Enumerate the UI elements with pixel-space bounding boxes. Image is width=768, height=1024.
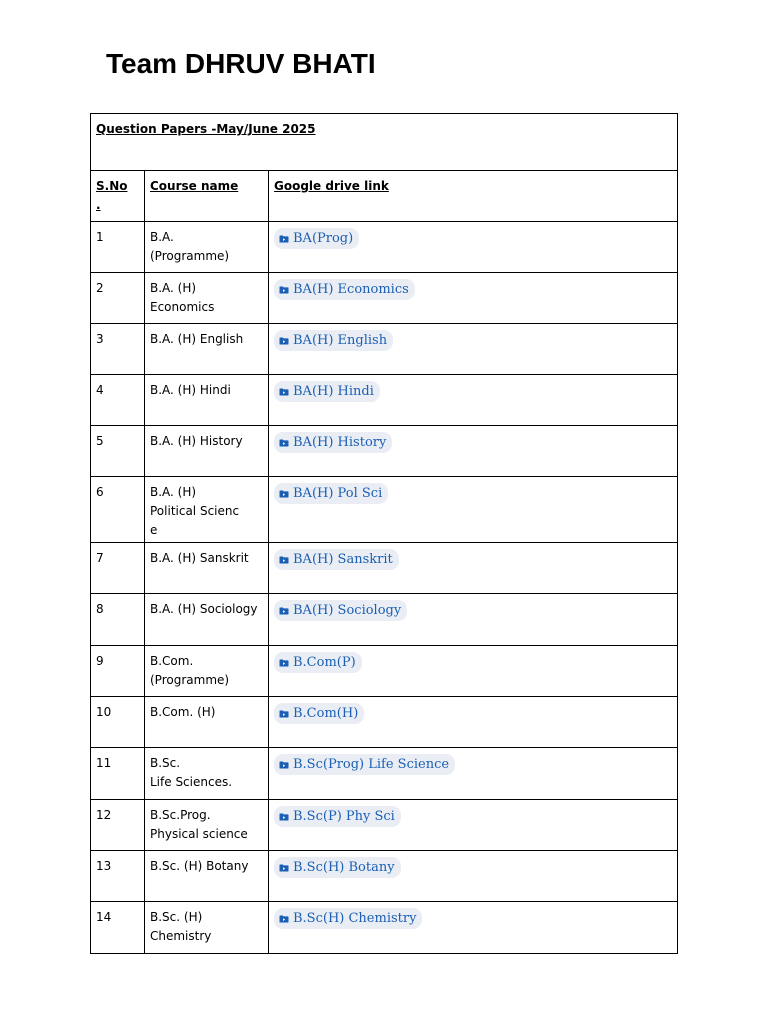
link-cell <box>269 646 678 697</box>
sno-value: 7 <box>96 551 104 565</box>
link-cell <box>269 222 678 273</box>
course-name: B.A. (H) Sanskrit <box>150 551 249 565</box>
table-row <box>91 477 678 543</box>
sno-cell <box>91 902 145 954</box>
google-drive-folder-icon <box>279 286 289 294</box>
course-cell <box>145 697 269 748</box>
link-cell <box>269 800 678 851</box>
table-row <box>91 324 678 375</box>
drive-link-label[interactable]: BA(Prog) <box>293 231 354 246</box>
drive-link-chip[interactable] <box>274 703 364 724</box>
drive-link-chip[interactable] <box>274 600 407 621</box>
google-drive-folder-icon <box>279 761 289 769</box>
drive-link-label[interactable]: B.Sc(H) Botany <box>293 860 395 875</box>
header-link <box>269 171 678 222</box>
link-cell <box>269 273 678 324</box>
header-course-label: Course name <box>150 179 239 193</box>
google-drive-folder-icon <box>279 490 289 498</box>
sno-cell <box>91 273 145 324</box>
sno-cell <box>91 594 145 646</box>
course-cell <box>145 594 269 646</box>
drive-link-label[interactable]: B.Com(P) <box>293 655 356 670</box>
table-row <box>91 800 678 851</box>
course-name: B.A. (Programme) <box>150 230 230 263</box>
header-sno-label: S.No . <box>96 179 128 212</box>
header-sno <box>91 171 145 222</box>
course-name: B.A. (H) Economics <box>150 281 215 314</box>
google-drive-folder-icon <box>279 710 289 718</box>
course-name: B.A. (H) Political Scienc e <box>150 485 240 537</box>
question-papers-table <box>90 113 678 954</box>
drive-link-chip[interactable] <box>274 330 393 351</box>
course-name: B.Sc.Prog. Physical science <box>150 808 248 841</box>
drive-link-chip[interactable] <box>274 381 380 402</box>
course-name: B.Sc. (H) Botany <box>150 859 249 873</box>
drive-link-chip[interactable] <box>274 806 401 827</box>
drive-link-chip[interactable] <box>274 857 401 878</box>
sno-cell <box>91 477 145 543</box>
drive-link-chip[interactable] <box>274 432 392 453</box>
sno-value: 3 <box>96 332 104 346</box>
sno-cell <box>91 748 145 800</box>
sno-value: 13 <box>96 859 112 873</box>
table-row <box>91 222 678 273</box>
sno-value: 4 <box>96 383 104 397</box>
drive-link-label[interactable]: B.Sc(P) Phy Sci <box>293 809 395 824</box>
course-name: B.Com. (Programme) <box>150 654 230 687</box>
sno-cell <box>91 426 145 477</box>
sno-value: 14 <box>96 910 112 924</box>
table-row <box>91 426 678 477</box>
sno-value: 12 <box>96 808 112 822</box>
course-name: B.A. (H) Hindi <box>150 383 231 397</box>
link-cell <box>269 748 678 800</box>
drive-link-label[interactable]: BA(H) Pol Sci <box>293 486 383 501</box>
table-row <box>91 851 678 902</box>
google-drive-folder-icon <box>279 556 289 564</box>
sno-value: 2 <box>96 281 104 295</box>
link-cell <box>269 851 678 902</box>
course-cell <box>145 748 269 800</box>
drive-link-label[interactable]: BA(H) English <box>293 333 388 348</box>
sno-cell <box>91 697 145 748</box>
drive-link-label[interactable]: B.Sc(H) Chemistry <box>293 911 417 926</box>
sno-value: 9 <box>96 654 104 668</box>
link-cell <box>269 477 678 543</box>
drive-link-label[interactable]: B.Com(H) <box>293 706 359 721</box>
table-row <box>91 697 678 748</box>
google-drive-folder-icon <box>279 235 289 243</box>
course-cell <box>145 222 269 273</box>
table-row <box>91 543 678 594</box>
page-title: Team DHRUV BHATI <box>106 48 376 79</box>
table-header-row <box>91 171 678 222</box>
table-row <box>91 902 678 954</box>
course-cell <box>145 800 269 851</box>
course-cell <box>145 902 269 954</box>
link-cell <box>269 324 678 375</box>
table-row <box>91 748 678 800</box>
table-row <box>91 646 678 697</box>
drive-link-chip[interactable] <box>274 279 415 300</box>
sno-cell <box>91 222 145 273</box>
sno-value: 1 <box>96 230 104 244</box>
drive-link-label[interactable]: BA(H) Economics <box>293 282 409 297</box>
sno-cell <box>91 324 145 375</box>
course-cell <box>145 273 269 324</box>
google-drive-folder-icon <box>279 915 289 923</box>
link-cell <box>269 426 678 477</box>
drive-link-chip[interactable] <box>274 754 455 775</box>
sno-cell <box>91 851 145 902</box>
table-heading: Question Papers -May/June 2025 <box>96 122 316 136</box>
drive-link-chip[interactable] <box>274 652 362 673</box>
course-cell <box>145 543 269 594</box>
drive-link-label[interactable]: BA(H) Sanskrit <box>293 552 393 567</box>
sno-value: 11 <box>96 756 112 770</box>
course-cell <box>145 646 269 697</box>
sno-value: 10 <box>96 705 112 719</box>
drive-link-chip[interactable] <box>274 908 422 929</box>
sno-cell <box>91 800 145 851</box>
table-row <box>91 273 678 324</box>
drive-link-chip[interactable] <box>274 483 388 504</box>
sno-value: 6 <box>96 485 104 499</box>
table-heading-row <box>91 114 678 171</box>
drive-link-chip[interactable] <box>274 549 399 570</box>
link-cell <box>269 543 678 594</box>
google-drive-folder-icon <box>279 659 289 667</box>
course-cell <box>145 851 269 902</box>
sno-cell <box>91 375 145 426</box>
course-name: B.A. (H) English <box>150 332 244 346</box>
google-drive-folder-icon <box>279 388 289 396</box>
drive-link-chip[interactable] <box>274 228 359 249</box>
sno-cell <box>91 646 145 697</box>
google-drive-folder-icon <box>279 813 289 821</box>
course-cell <box>145 477 269 543</box>
course-name: B.A. (H) Sociology <box>150 602 258 616</box>
link-cell <box>269 697 678 748</box>
drive-link-label[interactable]: B.Sc(Prog) Life Science <box>293 757 450 772</box>
link-cell <box>269 375 678 426</box>
drive-link-label[interactable]: BA(H) Sociology <box>293 603 402 618</box>
table-heading-cell <box>91 114 678 171</box>
header-link-label: Google drive link <box>274 179 389 193</box>
course-name: B.Sc. (H) Chemistry <box>150 910 212 943</box>
course-cell <box>145 426 269 477</box>
course-name: B.A. (H) History <box>150 434 243 448</box>
course-cell <box>145 375 269 426</box>
header-course <box>145 171 269 222</box>
course-name: B.Sc. Life Sciences. <box>150 756 233 789</box>
table-row <box>91 594 678 646</box>
drive-link-label[interactable]: BA(H) Hindi <box>293 384 374 399</box>
link-cell <box>269 902 678 954</box>
drive-link-label[interactable]: BA(H) History <box>293 435 387 450</box>
google-drive-folder-icon <box>279 337 289 345</box>
course-name: B.Com. (H) <box>150 705 216 719</box>
google-drive-folder-icon <box>279 864 289 872</box>
course-cell <box>145 324 269 375</box>
sno-value: 5 <box>96 434 104 448</box>
sno-cell <box>91 543 145 594</box>
google-drive-folder-icon <box>279 607 289 615</box>
link-cell <box>269 594 678 646</box>
sno-value: 8 <box>96 602 104 616</box>
table-row <box>91 375 678 426</box>
google-drive-folder-icon <box>279 439 289 447</box>
